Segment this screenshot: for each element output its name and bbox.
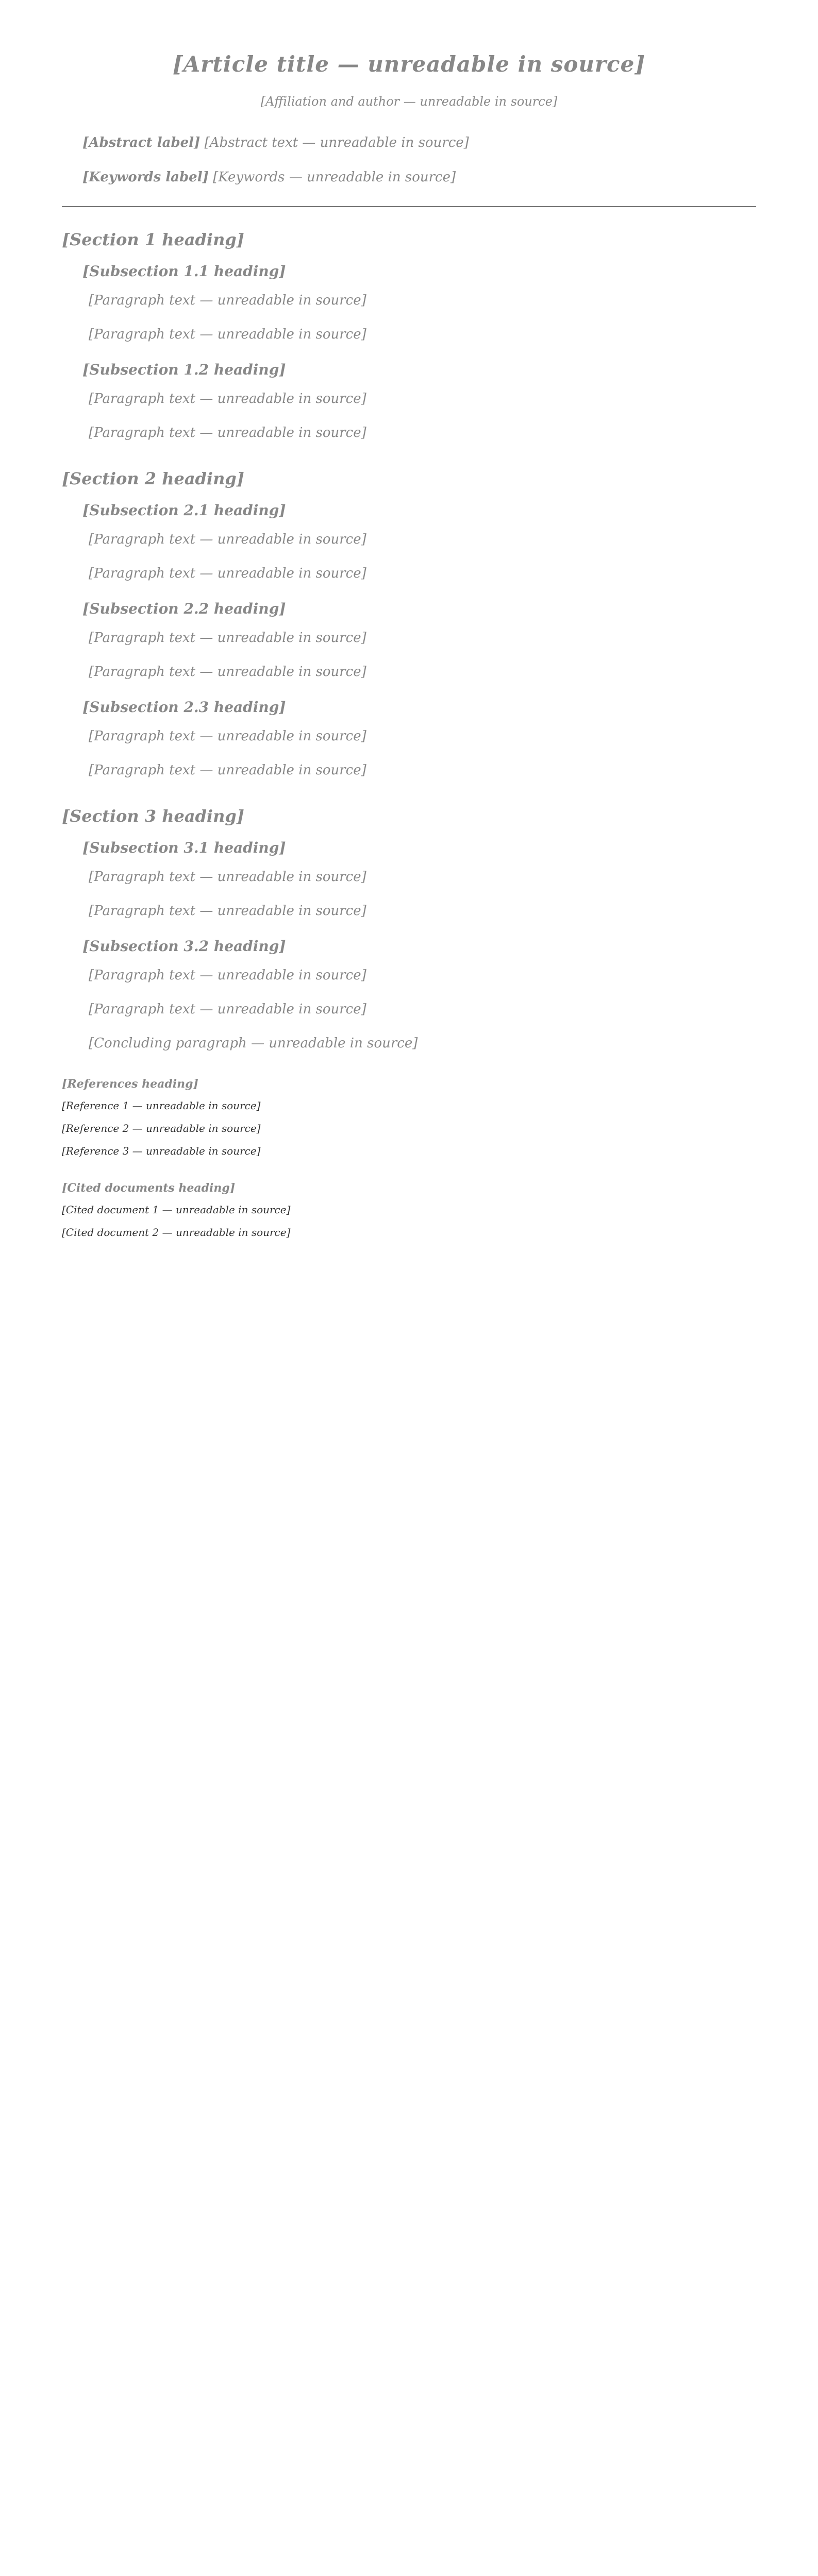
paragraph: [Paragraph text — unreadable in source] [89, 326, 366, 342]
abstract-label: [Abstract label] [82, 135, 201, 150]
reference-item: [Reference 3 — unreadable in source] [62, 1144, 261, 1157]
paragraph: [Paragraph text — unreadable in source] [89, 630, 366, 646]
paragraph: [Paragraph text — unreadable in source] [89, 869, 366, 885]
subsection-heading: [Subsection 2.3 heading] [82, 698, 286, 716]
page-title: [Article title — unreadable in source] [172, 52, 646, 77]
paragraph: [Paragraph text — unreadable in source] [89, 565, 366, 581]
subsection-heading: [Subsection 3.2 heading] [82, 937, 286, 955]
paragraph: [Paragraph text — unreadable in source] [89, 728, 366, 744]
reference-item: [Reference 1 — unreadable in source] [62, 1099, 261, 1112]
abstract-text: [Abstract text — unreadable in source] [204, 135, 469, 150]
literature-item: [Cited document 2 — unreadable in source] [62, 1226, 291, 1239]
reference-item: [Reference 2 — unreadable in source] [62, 1122, 261, 1134]
paragraph: [Paragraph text — unreadable in source] [89, 903, 366, 919]
author-byline: [Affiliation and author — unreadable in source] [260, 94, 558, 109]
paragraph: [Paragraph text — unreadable in source] [89, 664, 366, 680]
subsection-heading: [Subsection 3.1 heading] [82, 839, 286, 856]
conclusion-paragraph: [Concluding paragraph — unreadable in source] [89, 1035, 418, 1051]
references-title: [References heading] [62, 1077, 198, 1091]
paragraph: [Paragraph text — unreadable in source] [89, 967, 366, 983]
divider [62, 206, 756, 207]
section-heading: [Section 1 heading] [62, 229, 244, 249]
subsection-heading: [Subsection 1.1 heading] [82, 262, 286, 280]
keywords-text: [Keywords — unreadable in source] [213, 170, 456, 185]
subsection-heading: [Subsection 2.2 heading] [82, 600, 286, 617]
paragraph: [Paragraph text — unreadable in source] [89, 425, 366, 440]
paragraph: [Paragraph text — unreadable in source] [89, 292, 366, 308]
section-heading: [Section 2 heading] [62, 468, 244, 488]
abstract [82, 130, 736, 156]
paragraph: [Paragraph text — unreadable in source] [89, 1001, 366, 1017]
literature-title: [Cited documents heading] [62, 1181, 236, 1195]
keywords-label: [Keywords label] [82, 170, 209, 185]
subsection-heading: [Subsection 1.2 heading] [82, 361, 286, 378]
paragraph: [Paragraph text — unreadable in source] [89, 391, 366, 406]
section-heading: [Section 3 heading] [62, 806, 244, 826]
subsection-heading: [Subsection 2.1 heading] [82, 501, 286, 519]
keywords [82, 165, 736, 190]
paragraph: [Paragraph text — unreadable in source] [89, 762, 366, 778]
literature-item: [Cited document 1 — unreadable in source] [62, 1203, 291, 1216]
paragraph: [Paragraph text — unreadable in source] [89, 531, 366, 547]
